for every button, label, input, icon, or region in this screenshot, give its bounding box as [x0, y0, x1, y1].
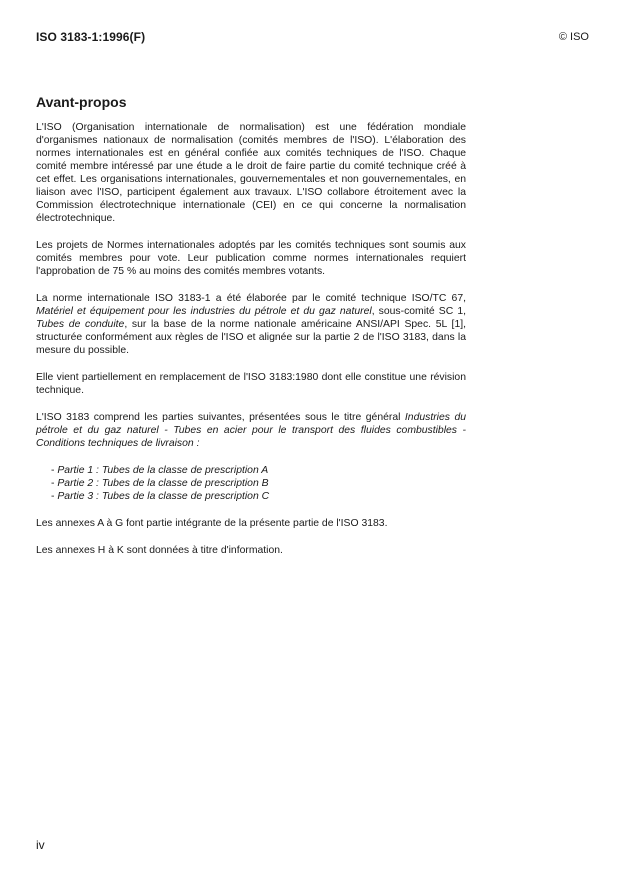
list-item-text: Partie 2 : Tubes de la classe de prescription B — [57, 478, 269, 489]
paragraph-text: , sous-comité SC 1, — [371, 306, 466, 317]
paragraph-informative-annexes: Les annexes H à K sont données à titre d'information. — [36, 545, 283, 556]
list-item-text: Partie 1 : Tubes de la classe de prescription A — [57, 465, 269, 476]
committee-title: Matériel et équipement pour les industries du pétrole et du gaz naturel — [36, 306, 372, 317]
document-header-copyright: © ISO — [558, 31, 589, 43]
paragraph-iso-intro: L'ISO (Organisation internationale de normalisation) est une fédération mondiale d'organismes nationaux de normalisation (comités membres de l'ISO). L'élaboration des normes internationales est en général confiée aux comités techniques de l'ISO. Chaque comité membre intéressé par une étude a le droit de faire partie du comité technique créé à cet effet. Les organisations internationales, gouvernementales et non gouvernementales, en liaison avec l'ISO, participent également aux travaux. L'ISO collabore étroitement avec la Commission électrotechnique internationale (CEI) en ce qui concerne la normalisation électrotechnique. — [36, 122, 466, 224]
general-title: Industries du pétrole et du gaz naturel - Tubes en acier pour le transport des fluides combustibles - Conditions techniques de livraison : — [36, 412, 467, 449]
paragraph-text: , sur la base de la norme nationale américaine ANSI/API Spec. 5L [1], structurée conformément aux règles de l'ISO et alignée sur la partie 2 de l'ISO 3183, dans la mesure du possible. — [36, 319, 466, 356]
paragraph-text: La norme internationale ISO 3183-1 a été élaborée par le comité technique ISO/TC 67, — [36, 293, 466, 304]
paragraph-text: L'ISO 3183 comprend les parties suivantes, présentées sous le titre général — [36, 412, 405, 423]
list-item: - Partie 3 : Tubes de la classe de prescription C — [51, 491, 270, 502]
list-item-text: Partie 3 : Tubes de la classe de prescription C — [57, 491, 270, 502]
list-item: - Partie 2 : Tubes de la classe de prescription B — [51, 478, 269, 489]
parts-list — [36, 464, 466, 503]
section-title: Avant-propos — [36, 94, 127, 110]
list-item: - Partie 1 : Tubes de la classe de prescription A — [51, 465, 269, 476]
document-header-standard: ISO 3183-1:1996(F) — [36, 30, 146, 44]
paragraph-draft-voting: Les projets de Normes internationales adoptés par les comités techniques sont soumis aux comités membres pour vote. Leur publication comme normes internationales requiert l'approbation de 75 % au moins des comités membres votants. — [36, 240, 466, 277]
document-body — [36, 121, 466, 571]
paragraph-prepared-by — [36, 292, 466, 357]
subcommittee-title: Tubes de conduite — [36, 319, 125, 330]
paragraph-replacement: Elle vient partiellement en remplacement de l'ISO 3183:1980 dont elle constitue une révision technique. — [36, 372, 466, 396]
page-number: iv — [36, 838, 45, 852]
paragraph-parts-intro — [36, 411, 466, 450]
paragraph-normative-annexes: Les annexes A à G font partie intégrante de la présente partie de l'ISO 3183. — [36, 518, 388, 529]
